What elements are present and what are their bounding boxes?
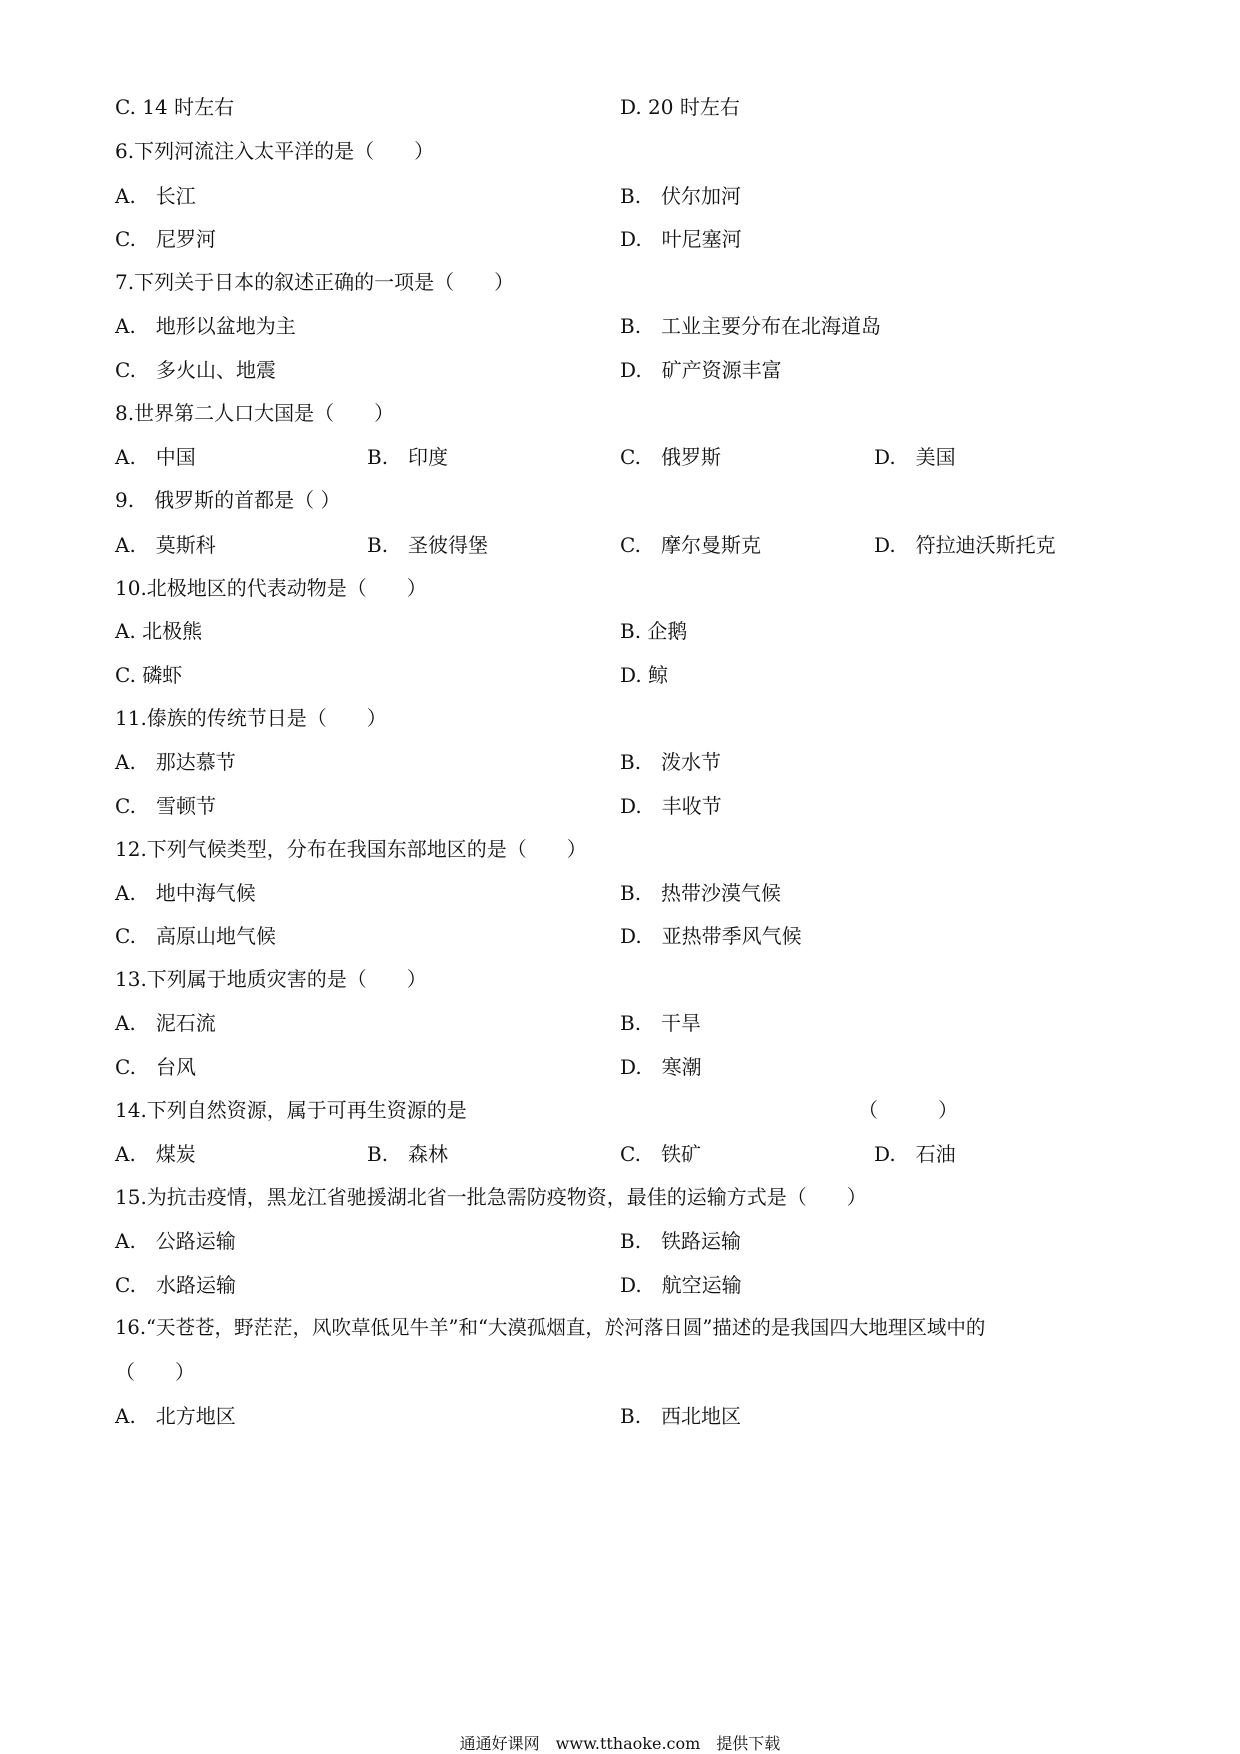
q13-stem: 13.下列属于地质灾害的是（ ） bbox=[115, 967, 427, 991]
q12-option-c: C. 高原山地气候 bbox=[115, 924, 276, 948]
q6-option-d: D. 叶尼塞河 bbox=[620, 227, 742, 251]
q14-option-c: C. 铁矿 bbox=[620, 1142, 701, 1166]
q7-option-d: D. 矿产资源丰富 bbox=[620, 358, 782, 382]
q11-option-c: C. 雪顿节 bbox=[115, 794, 216, 818]
q11-option-b: B. 泼水节 bbox=[620, 750, 722, 774]
q10-option-d: D. 鲸 bbox=[620, 663, 669, 687]
q6-option-c: C. 尼罗河 bbox=[115, 227, 216, 251]
q14-answer-bracket: （ ） bbox=[858, 1098, 958, 1122]
q8-option-a: A. 中国 bbox=[115, 445, 196, 469]
q11-stem: 11.傣族的传统节日是（ ） bbox=[115, 706, 387, 730]
q9-option-a: A. 莫斯科 bbox=[115, 533, 216, 557]
q14-stem: 14.下列自然资源，属于可再生资源的是 bbox=[115, 1098, 467, 1122]
q12-option-a: A. 地中海气候 bbox=[115, 881, 256, 905]
q11-option-a: A. 那达慕节 bbox=[115, 750, 236, 774]
q10-stem: 10.北极地区的代表动物是（ ） bbox=[115, 576, 427, 600]
q13-option-a: A. 泥石流 bbox=[115, 1011, 216, 1035]
q7-stem: 7.下列关于日本的叙述正确的一项是（ ） bbox=[115, 270, 515, 294]
q11-option-d: D. 丰收节 bbox=[620, 794, 722, 818]
q15-option-b: B. 铁路运输 bbox=[620, 1229, 742, 1253]
q14-option-a: A. 煤炭 bbox=[115, 1142, 196, 1166]
q9-option-c: C. 摩尔曼斯克 bbox=[620, 533, 761, 557]
q13-option-b: B. 干旱 bbox=[620, 1011, 702, 1035]
q5-option-d: D. 20 时左右 bbox=[620, 95, 740, 119]
q13-option-c: C. 台风 bbox=[115, 1055, 196, 1079]
q7-option-c: C. 多火山、地震 bbox=[115, 358, 276, 382]
q6-option-b: B. 伏尔加河 bbox=[620, 184, 742, 208]
q7-option-a: A. 地形以盆地为主 bbox=[115, 314, 296, 338]
q15-option-c: C. 水路运输 bbox=[115, 1273, 236, 1297]
page-footer: 通通好课网 www.tthaoke.com 提供下载 bbox=[459, 1734, 781, 1753]
q10-option-c: C. 磷虾 bbox=[115, 663, 183, 687]
q6-stem: 6.下列河流注入太平洋的是（ ） bbox=[115, 139, 435, 163]
q8-option-d: D. 美国 bbox=[874, 445, 956, 469]
q14-option-b: B. 森林 bbox=[367, 1142, 449, 1166]
q15-stem: 15.为抗击疫情，黑龙江省驰援湖北省一批急需防疫物资，最佳的运输方式是（ ） bbox=[115, 1185, 867, 1209]
q10-option-a: A. 北极熊 bbox=[115, 619, 203, 643]
q15-option-a: A. 公路运输 bbox=[115, 1229, 236, 1253]
q15-option-d: D. 航空运输 bbox=[620, 1273, 742, 1297]
q9-stem: 9. 俄罗斯的首都是（ ） bbox=[115, 488, 341, 512]
q16-stem-continued: （ ） bbox=[115, 1360, 195, 1384]
q5-option-c: C. 14 时左右 bbox=[115, 95, 235, 119]
q16-option-a: A. 北方地区 bbox=[115, 1404, 236, 1428]
q10-option-b: B. 企鹅 bbox=[620, 619, 688, 643]
q8-stem: 8.世界第二人口大国是（ ） bbox=[115, 401, 395, 425]
q7-option-b: B. 工业主要分布在北海道岛 bbox=[620, 314, 882, 338]
q9-option-d: D. 符拉迪沃斯托克 bbox=[874, 533, 1056, 557]
q8-option-c: C. 俄罗斯 bbox=[620, 445, 721, 469]
q12-option-b: B. 热带沙漠气候 bbox=[620, 881, 782, 905]
q12-option-d: D. 亚热带季风气候 bbox=[620, 924, 802, 948]
q13-option-d: D. 寒潮 bbox=[620, 1055, 702, 1079]
q8-option-b: B. 印度 bbox=[367, 445, 449, 469]
q12-stem: 12.下列气候类型，分布在我国东部地区的是（ ） bbox=[115, 837, 587, 861]
q9-option-b: B. 圣彼得堡 bbox=[367, 533, 489, 557]
q6-option-a: A. 长江 bbox=[115, 184, 196, 208]
q16-option-b: B. 西北地区 bbox=[620, 1404, 742, 1428]
q16-stem: 16.“天苍苍，野茫茫，风吹草低见牛羊”和“大漠孤烟直，於河落日圆”描述的是我国四大地理区域中的 bbox=[115, 1316, 986, 1339]
q14-option-d: D. 石油 bbox=[874, 1142, 956, 1166]
